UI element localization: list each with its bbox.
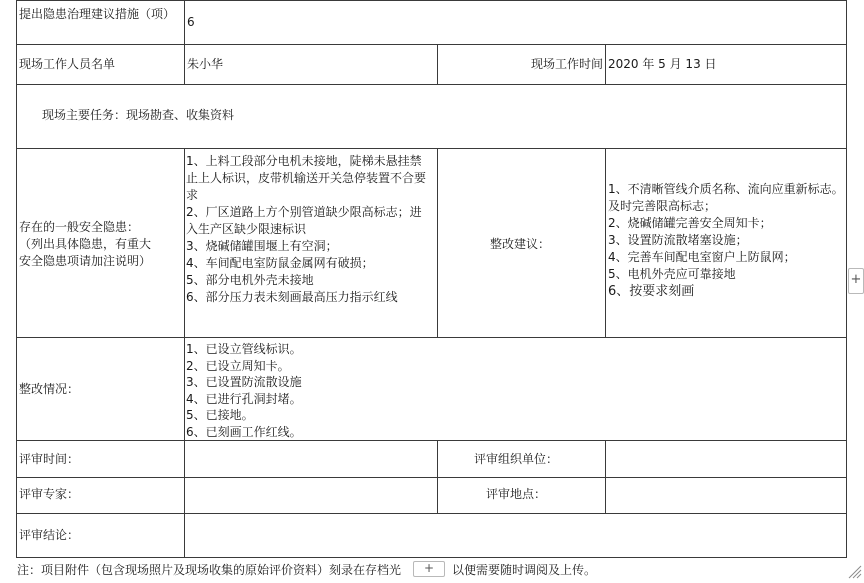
grid-line	[437, 44, 438, 85]
advice-item: 2、烧碱储罐完善安全周知卡；	[608, 216, 772, 230]
resize-handle-icon[interactable]	[846, 563, 862, 579]
grid-line	[16, 477, 847, 478]
rectification-item: 1、已设立管线标识。	[186, 342, 302, 356]
hazard-item: 3、烧碱储罐围堰上有空洞；	[186, 239, 338, 253]
add-column-button[interactable]: +	[848, 268, 864, 294]
hazards-list	[186, 153, 426, 306]
review-conclusion-label: 评审结论：	[19, 528, 80, 542]
grid-line	[437, 148, 438, 338]
grid-line	[16, 440, 847, 441]
measures-value: 6	[187, 15, 195, 29]
hazard-item: 入生产区缺少限速标识	[186, 222, 307, 236]
advice-item: 3、设置防流散堵塞设施；	[608, 233, 748, 247]
review-time-label: 评审时间：	[19, 452, 80, 466]
hazards-label-line1: 存在的一般安全隐患：	[19, 220, 140, 234]
hazard-item: 6、部分压力表未刻画最高压力指示红线	[186, 290, 398, 304]
hazard-item: 1、上料工段部分电机未接地，陡梯未悬挂禁	[186, 154, 422, 168]
advice-item: 6、按要求刻画	[608, 284, 695, 299]
grid-line	[605, 44, 606, 85]
grid-line	[184, 0, 185, 85]
grid-line	[16, 84, 847, 85]
staff-label: 现场工作人员名单	[19, 57, 116, 71]
rectification-label: 整改情况：	[19, 382, 80, 396]
advice-label: 整改建议：	[490, 237, 551, 251]
measures-label: 提出隐患治理建议措施（项）	[19, 7, 176, 21]
grid-line	[846, 0, 847, 558]
hazard-item: 2、厂区道路上方个别管道缺少限高标志；进	[186, 205, 422, 219]
advice-item: 4、完善车间配电室窗户上防鼠网；	[608, 250, 796, 264]
staff-value: 朱小华	[187, 57, 224, 71]
advice-item: 1、不清晰管线介质名称、流向应重新标志。	[608, 182, 844, 196]
grid-line	[16, 0, 847, 1]
grid-line	[16, 557, 847, 558]
hazard-item: 4、车间配电室防鼠金属网有破损；	[186, 256, 374, 270]
rectification-item: 3、已设置防流散设施	[186, 375, 302, 389]
rectification-item: 4、已进行孔洞封堵。	[186, 391, 302, 406]
grid-line	[16, 0, 17, 558]
hazard-item: 5、部分电机外壳未接地	[186, 273, 314, 287]
advice-list	[608, 181, 844, 300]
hazards-label-line2: （列出具体隐患，有重大	[19, 237, 152, 251]
grid-line	[16, 44, 847, 45]
main-task: 现场主要任务：现场勘查、收集资料	[42, 108, 235, 122]
add-row-button[interactable]: +	[413, 561, 445, 577]
hazard-item: 止上人标识，皮带机输送开关急停装置不合要	[186, 171, 427, 185]
review-expert-label: 评审专家：	[19, 487, 80, 501]
work-time-value: 2020 年 5 月 13 日	[608, 57, 717, 71]
grid-line	[16, 513, 847, 514]
rectification-item: 6、已刻画工作红线。	[186, 424, 302, 439]
footnote-text-before: 注：项目附件（包含现场照片及现场收集的原始评价资料）刻录在存档光	[17, 563, 402, 577]
advice-item: 5、电机外壳应可靠接地	[608, 267, 736, 281]
footnote-text-after: 以便需要随时调阅及上传。	[452, 563, 597, 577]
grid-line	[16, 337, 847, 338]
grid-line	[184, 148, 185, 558]
hazard-item: 求	[186, 188, 199, 202]
review-org-label: 评审组织单位：	[473, 452, 558, 466]
grid-line	[605, 148, 606, 338]
hazards-label-line3: 安全隐患项请加注说明）	[19, 254, 152, 268]
rectification-item: 5、已接地。	[186, 408, 254, 422]
grid-line	[605, 440, 606, 514]
rectification-list	[186, 341, 302, 440]
rectification-item: 2、已设立周知卡。	[186, 358, 290, 373]
grid-line	[437, 440, 438, 514]
work-time-label: 现场工作时间	[530, 57, 603, 71]
advice-item: 及时完善限高标志；	[608, 199, 717, 213]
grid-line	[16, 148, 847, 149]
review-place-label: 评审地点：	[485, 487, 546, 501]
